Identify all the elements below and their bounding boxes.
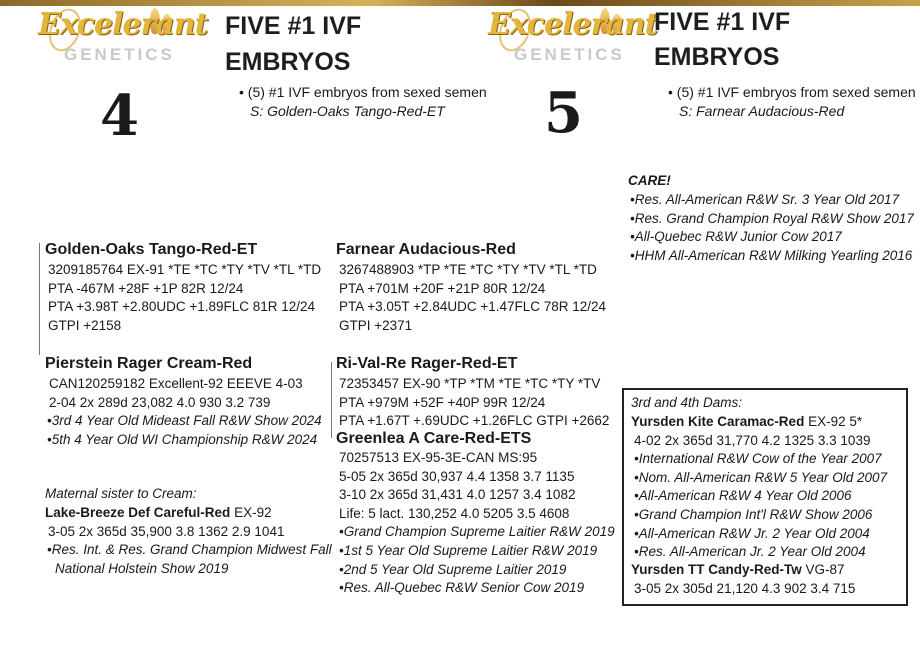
tango-line: 3209185764 EX-91 *TE *TC *TY *TV *TL *TD <box>48 262 322 277</box>
care-award: •Res. All-American R&W Sr. 3 Year Old 2017 <box>630 192 900 207</box>
lot4-title-line2: EMBRYOS <box>225 48 351 76</box>
maternal-score: EX-92 <box>230 505 272 520</box>
candy-name: Yursden TT Candy-Red-Tw <box>631 562 802 577</box>
greenlea-line: Life: 5 lact. 130,252 4.0 5205 3.5 4608 <box>339 505 570 521</box>
kite-award: •Nom. All-American R&W 5 Year Old 2007 <box>634 469 888 485</box>
maternal-award: National Holstein Show 2019 <box>55 560 229 576</box>
lot4-number: 4 <box>100 83 139 149</box>
lot5-title-line2: EMBRYOS <box>654 43 780 71</box>
tango-line: GTPI +2158 <box>48 317 122 333</box>
care-award: •Res. Grand Champion Royal R&W Show 2017 <box>630 210 914 226</box>
lot5-number: 5 <box>544 80 583 146</box>
kite-award: •Res. All-American Jr. 2 Year Old 2004 <box>634 544 866 560</box>
company-logo-lot5 <box>488 6 658 68</box>
lot4-bullet: • (5) #1 IVF embryos from sexed semen <box>239 84 487 100</box>
logo-wordmark: Excelerant <box>488 7 658 42</box>
cream-award: •5th 4 Year Old WI Championship R&W 2024 <box>47 431 318 447</box>
greenlea-line: 3-10 2x 365d 31,431 4.0 1257 3.4 1082 <box>339 487 576 503</box>
candy-score: VG-87 <box>801 562 845 577</box>
greenlea-line: 5-05 2x 365d 30,937 4.4 1358 3.7 1135 <box>339 468 575 484</box>
dams-label: 3rd and 4th Dams: <box>631 395 743 410</box>
tango-name: Golden-Oaks Tango-Red-ET <box>45 241 258 258</box>
greenlea-name: Greenlea A Care-Red-ETS <box>336 430 532 447</box>
kite-name: Yursden Kite Caramac-Red <box>631 414 805 429</box>
kite-award: •All-American R&W 4 Year Old 2006 <box>634 488 852 504</box>
kite-record: 4-02 2x 365d 31,770 4.2 1325 3.3 1039 <box>634 432 871 448</box>
cream-line: CAN120259182 Excellent-92 EEEVE 4-03 <box>49 376 303 391</box>
rager-name: Ri-Val-Re Rager-Red-ET <box>336 355 518 372</box>
cream-award: •3rd 4 Year Old Mideast Fall R&W Show 2024 <box>47 413 322 429</box>
kite-award: •All-American R&W Jr. 2 Year Old 2004 <box>634 525 870 541</box>
logo-subtitle: GENETICS <box>514 45 625 64</box>
greenlea-line: 70257513 EX-95-3E-CAN MS:95 <box>339 450 538 465</box>
lot4-sire: S: Golden-Oaks Tango-Red-ET <box>250 103 445 119</box>
tango-line: PTA +3.98T +2.80UDC +1.89FLC 81R 12/24 <box>48 299 316 315</box>
company-logo-lot4 <box>38 6 208 68</box>
lot4-title-line1: FIVE #1 IVF <box>225 12 362 40</box>
audacious-line: 3267488903 *TP *TE *TC *TY *TV *TL *TD <box>339 262 597 277</box>
kite-score: EX-92 5* <box>804 414 863 429</box>
maternal-award: •Res. Int. & Res. Grand Champion Midwest Fall <box>47 542 332 558</box>
lot5-title-line1: FIVE #1 IVF <box>654 8 791 36</box>
audacious-line: PTA +3.05T +2.84UDC +1.47FLC 78R 12/24 <box>339 299 607 315</box>
maternal-name-line <box>45 504 272 523</box>
kite-name-line <box>631 413 862 432</box>
audacious-line: GTPI +2371 <box>339 317 413 333</box>
greenlea-award: •Res. All-Quebec R&W Senior Cow 2019 <box>339 580 585 596</box>
audacious-line: PTA +701M +20F +21P 80R 12/24 <box>339 280 546 296</box>
logo-wordmark: Excelerant <box>38 7 208 42</box>
cream-name: Pierstein Rager Cream-Red <box>45 355 253 372</box>
divider <box>39 243 40 355</box>
divider <box>331 362 332 438</box>
rager-line: PTA +1.67T +.69UDC +1.26FLC GTPI +2662 <box>339 413 610 429</box>
care-label: CARE! <box>628 173 671 188</box>
kite-award: •International R&W Cow of the Year 2007 <box>634 451 882 467</box>
greenlea-award: •Grand Champion Supreme Laitier R&W 2019 <box>339 524 615 540</box>
lot5-bullet: • (5) #1 IVF embryos from sexed semen <box>668 84 916 100</box>
lot5-sire: S: Farnear Audacious-Red <box>679 103 845 119</box>
tango-line: PTA -467M +28F +1P 82R 12/24 <box>48 280 244 296</box>
logo-subtitle: GENETICS <box>64 45 175 64</box>
rager-line: PTA +979M +52F +40P 99R 12/24 <box>339 394 546 410</box>
greenlea-award: •2nd 5 Year Old Supreme Laitier 2019 <box>339 561 567 577</box>
care-award: •All-Quebec R&W Junior Cow 2017 <box>630 229 842 245</box>
maternal-record: 3-05 2x 365d 35,900 3.8 1362 2.9 1041 <box>48 523 285 539</box>
care-award: •HHM All-American R&W Milking Yearling 2016 <box>630 247 913 263</box>
maternal-label: Maternal sister to Cream: <box>45 486 197 501</box>
greenlea-award: •1st 5 Year Old Supreme Laitier R&W 2019 <box>339 543 598 558</box>
rager-line: 72353457 EX-90 *TP *TM *TE *TC *TY *TV <box>339 376 601 391</box>
kite-award: •Grand Champion Int'l R&W Show 2006 <box>634 507 873 522</box>
audacious-name: Farnear Audacious-Red <box>336 241 516 258</box>
cream-line: 2-04 2x 289d 23,082 4.0 930 3.2 739 <box>49 394 271 410</box>
maternal-name: Lake-Breeze Def Careful-Red <box>45 505 231 520</box>
candy-name-line <box>631 561 845 580</box>
candy-record: 3-05 2x 305d 21,120 4.3 902 3.4 715 <box>634 580 856 596</box>
